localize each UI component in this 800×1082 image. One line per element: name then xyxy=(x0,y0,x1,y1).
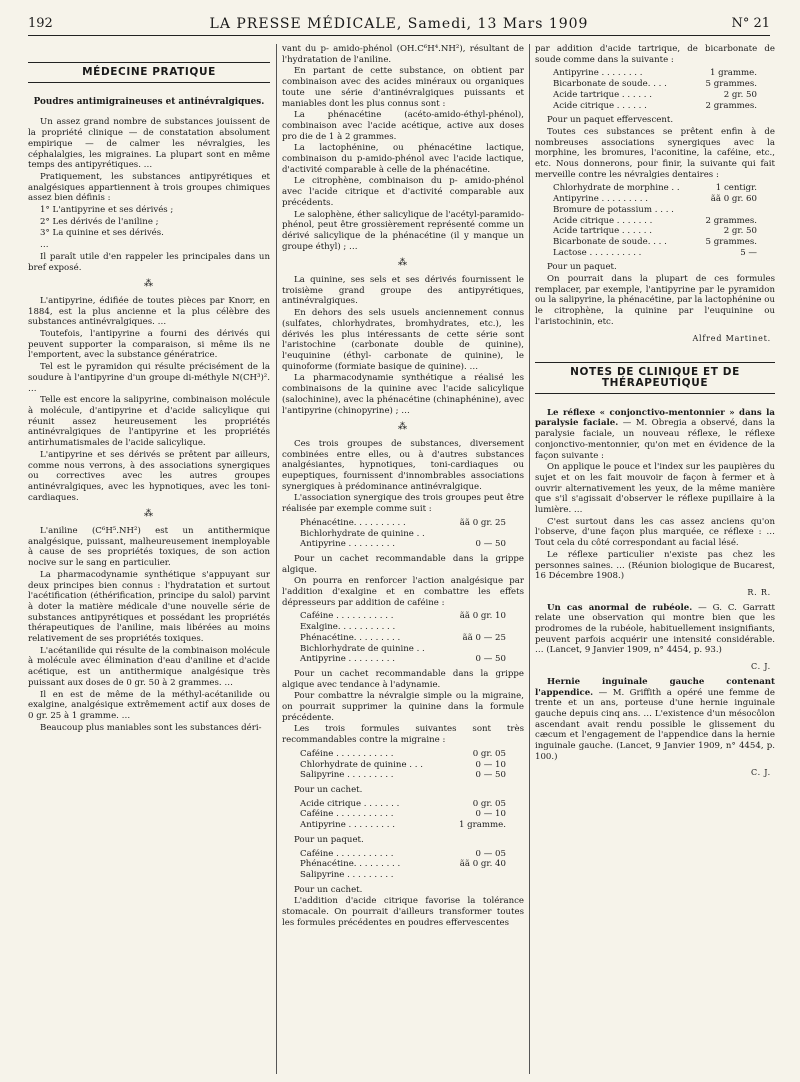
separator: ⁂ xyxy=(398,422,408,433)
paragraph: Toutes ces substances se prêtent enfin à de nombreuses associations synergiques avec la morphine, les bromures, l'aconitine, la caféine, etc., etc. Nous donnerons, pour finir, la suivante qui fait merveille contre les névralgies dentaires : xyxy=(535,126,775,180)
paragraph: Pratiquement, les substances antipyrétiques et analgésiques appartiennent à trois groupes chimiques assez bien définis : xyxy=(28,171,270,204)
prescription-line: Antipyrine . . . . . . . . . 0 — 50 xyxy=(300,539,506,550)
prescription-line: Chlorhydrate de quinine . . . 0 — 10 xyxy=(300,759,506,770)
prescription-line: Lactose . . . . . . . . . . 5 — xyxy=(553,247,757,258)
prescription-line: Acide citrique . . . . . . . 2 grammes. xyxy=(553,215,757,226)
paragraph: L'antipyrine et ses dérivés se prêtent par ailleurs, comme nous verrons, à des associations synergiques ou correctives avec les autres groupes antinévralgiques, avec les hypnotiques, avec les toni-cardiaques. xyxy=(28,449,270,503)
prescription-line: Caféine . . . . . . . . . . . ãã 0 gr. 10 xyxy=(300,611,506,622)
paragraph: La phénacétine (acéto-amido-éthyl-phénol), combinaison avec l'acide acétique, active aux doses pro die de 1 à 2 grammes. xyxy=(282,110,524,142)
paragraph: Le salophène, éther salicylique de l'acétyl-paramido-phénol, peut être grossièrement représenté comme un dérivé salicylique de la phénacétine (il y manque un groupe éthyl) ; … xyxy=(282,209,524,252)
prescription-5 xyxy=(300,849,524,881)
note-title: Hernie inguinale gauche contenant l'appendice. xyxy=(535,676,775,698)
paragraph: L'addition d'acide citrique favorise la tolérance stomacale. On pourrait d'ailleurs transformer toutes les formules précédentes en poudres effervescentes xyxy=(282,896,524,928)
paragraph: Beaucoup plus maniables sont les substances déri- xyxy=(40,722,262,733)
prescription-line: Antipyrine . . . . . . . . . 1 gramme. xyxy=(300,820,506,831)
column-rule xyxy=(529,44,530,1074)
prescription-line: Phénacétine. . . . . . . . . ãã 0 gr. 40 xyxy=(300,859,506,870)
prescription-line: Bicarbonate de soude. . . . 5 grammes. xyxy=(553,236,757,247)
separator: ⁂ xyxy=(144,509,154,520)
paragraph: Tel est le pyramidon qui résulte précisément de la soudure à l'antipyrine d'un groupe di-méthyle N(CH³)². … xyxy=(28,362,270,394)
prescription-line: Caféine . . . . . . . . . . . 0 — 10 xyxy=(300,809,506,820)
prescription-line: Antipyrine . . . . . . . . . ãã 0 gr. 60 xyxy=(553,194,757,205)
prescription-line: Caféine . . . . . . . . . . . 0 gr. 05 xyxy=(300,748,506,759)
prescription-2 xyxy=(300,611,524,665)
prescription-1 xyxy=(300,518,524,550)
paragraph: … xyxy=(40,240,49,251)
issue-number: N° 21 xyxy=(731,16,770,31)
prescription-line: Bichlorhydrate de quinine . . xyxy=(300,528,425,539)
paragraph: Ces trois groupes de substances, diversement combinées entre elles, ou à d'autres substances analgésiantes, hypnotiques, toni-cardiaques ou eupeptiques, fournissent d'innombrables associations synergiques à prédominance antinévralgique. xyxy=(282,438,524,492)
prescription-line: Chlorhydrate de morphine . . 1 centigr. xyxy=(553,183,757,194)
page-number: 192 xyxy=(28,16,53,31)
column-3 xyxy=(535,44,775,1074)
prescription-line: Antipyrine . . . . . . . . . 0 — 50 xyxy=(300,654,506,665)
prescription-line: Acide citrique . . . . . . . 0 gr. 05 xyxy=(300,798,506,809)
section-title: MÉDECINE PRATIQUE xyxy=(28,62,270,83)
paragraph: Toutefois, l'antipyrine a fourni des dérivés qui peuvent supporter la comparaison, si même ils ne l'emportent, avec la substance génératrice. xyxy=(28,329,270,361)
paragraph: L'aniline (C⁶H⁵.NH²) est un antithermique analgésique, puissant, malheureusement inemployable à cause de ses propriétés toxiques, de son action nocive sur le sang en particulier. xyxy=(28,526,270,569)
prescription-4 xyxy=(300,799,524,831)
paragraph: Telle est encore la salipyrine, combinaison molécule à molécule, d'antipyrine et d'acide salicylique qui réunit assez heureusement les propriétés antinévralgiques de l'antipyrine et les propriétés antirhumatismales de l'acide salicylique. xyxy=(28,395,270,449)
paragraph: Pour un paquet effervescent. xyxy=(547,115,674,126)
note-title: Le réflexe « conjonctivo-mentonnier » dans la paralysie faciale. xyxy=(535,407,775,429)
paragraph: Il paraît utile d'en rappeler les principales dans un bref exposé. xyxy=(28,251,270,273)
paragraph: On pourrait dans la plupart de ces formules remplacer, par exemple, l'antipyrine par le pyramidon ou la salipyrine, la phénacétine, par la lactophénine ou le citrophène, la quinine par l'euquinine ou l'aristochinin, etc. xyxy=(535,274,775,327)
paragraph: 2° Les dérivés de l'aniline ; xyxy=(40,216,159,227)
section-title: NOTES DE CLINIQUE ET DE THÉRAPEUTIQUE xyxy=(535,362,775,393)
page-header xyxy=(28,14,770,36)
author-signature: R. R. xyxy=(747,587,771,597)
paragraph: Pour un paquet. xyxy=(294,834,364,845)
author-signature: Alfred Martinet. xyxy=(692,333,771,343)
author-signature: C. J. xyxy=(750,768,771,778)
paragraph: On applique le pouce et l'index sur les paupières du sujet et on les fait mouvoir de façon à fermer et à ouvrir alternativement les yeux, de la même manière que s'il s'agissait d'observer le réflexe pupillaire à la lumière. … xyxy=(535,462,775,516)
prescription-line: Salipyrine . . . . . . . . . xyxy=(300,869,394,880)
paragraph: On pourra en renforcer l'action analgésique par l'addition d'exalgine et en combattre les effets dépresseurs par addition de caféine : xyxy=(282,576,524,608)
prescription-line: Caféine . . . . . . . . . . . 0 — 05 xyxy=(300,848,506,859)
paragraph: Le citrophène, combinaison du p- amido-phénol avec l'acide citrique et d'activité comparable aux précédents. xyxy=(282,176,524,208)
paragraph: Pour un cachet recommandable dans la grippe algique. xyxy=(282,553,524,575)
prescription-7 xyxy=(553,183,775,258)
prescription-line: Acide citrique . . . . . . 2 grammes. xyxy=(553,100,757,111)
prescription-3 xyxy=(300,749,524,781)
paragraph: L'association synergique des trois groupes peut être réalisée par exemple comme suit : xyxy=(282,493,524,515)
paragraph: Les trois formules suivantes sont très recommandables contre la migraine : xyxy=(282,724,524,746)
journal-title: LA PRESSE MÉDICALE, Samedi, 13 Mars 1909 xyxy=(209,16,589,32)
paragraph: Pour un cachet recommandable dans la grippe algique avec tendance à l'adynamie. xyxy=(282,668,524,690)
paragraph: 1° L'antipyrine et ses dérivés ; xyxy=(40,205,174,216)
prescription-line: Phénacétine. . . . . . . . . ãã 0 — 25 xyxy=(300,632,506,643)
prescription-line: Bromure de potassium . . . . xyxy=(553,204,674,215)
column-1 xyxy=(28,44,270,1074)
paragraph: Un assez grand nombre de substances jouissent de la propriété clinique — de constatation absolument empirique — de calmer les névralgies, les céphalalgies, les migraines. La plupart sont en même temps des antipyrétiques. … xyxy=(28,117,270,171)
paragraph: Pour un cachet. xyxy=(294,785,363,795)
paragraph: 3° La quinine et ses dérivés. xyxy=(40,228,164,239)
prescription-line: Salipyrine . . . . . . . . . 0 — 50 xyxy=(300,770,506,781)
prescription-line: Acide tartrique . . . . . . 2 gr. 50 xyxy=(553,89,757,100)
prescription-line: Bicarbonate de soude. . . . 5 grammes. xyxy=(553,79,757,90)
paragraph: La pharmacodynamie synthétique s'appuyant sur deux principes bien connus : l'hydratation et surtout l'acétification (éthérification, principe du salol) parvint à doter la matière médicale d'une nouvelle série de substances antipyrétiques et possédant les propriétés thérapeutiques de l'aniline, mais libérées au moins relativement de ses propriétés toxiques. xyxy=(28,569,270,645)
paragraph: Il en est de même de la méthyl-acétanilide ou exalgine, analgésique extrêmement actif aux doses de 0 gr. 25 à 1 gramme. … xyxy=(28,689,270,721)
separator: ⁂ xyxy=(398,258,408,269)
note-title: Un cas anormal de rubéole. xyxy=(547,602,693,613)
paragraph: — M. Obregia a observé, dans la paralysie faciale, un nouveau réflexe, le réflexe conjonctivo-mentonnier, qu'on met en évidence de la façon suivante : xyxy=(535,418,775,461)
paragraph: — M. Griffith a opéré une femme de trente et un ans, porteuse d'une hernie inguinale gauche depuis cinq ans. … L'existence d'un mésocôlon ascendant avait rendu possible le glissement du cæcum et l'engagement de l'appendice dans la hernie inguinale gauche. (Lancet, 9 Janvier 1909, n° 4454, p. 100.) xyxy=(535,687,775,762)
separator: ⁂ xyxy=(144,279,154,290)
paragraph: La lactophénine, ou phénacétine lactique, combinaison du p-amido-phénol avec l'acide lactique, d'activité comparable à celle de la phénacétine. xyxy=(282,143,524,175)
paragraph: En partant de cette substance, on obtient par combinaison avec des acides minéraux ou organiques toute une série d'antinévralgiques puissants et maniables dont les plus connus sont : xyxy=(282,66,524,109)
column-rule xyxy=(276,44,277,1074)
article-title: Poudres antimigraineuses et antinévralgiques. xyxy=(33,96,265,107)
prescription-line: Exalgine. . . . . . . . . . . xyxy=(300,622,396,633)
paragraph: Pour un paquet. xyxy=(547,262,617,273)
paragraph: La quinine, ses sels et ses dérivés fournissent le troisième grand groupe des antipyrétiques, antinévralgiques. xyxy=(282,275,524,307)
author-signature: C. J. xyxy=(750,662,771,672)
paragraph: Pour un cachet. xyxy=(294,884,363,895)
paragraph: C'est surtout dans les cas assez anciens qu'on l'observe, d'une façon plus marquée, ce réflexe : … Tout cela du côté correspondant au facial lésé. xyxy=(535,516,775,549)
prescription-6 xyxy=(553,68,775,111)
paragraph: par addition d'acide tartrique, de bicarbonate de soude comme dans la suivante : xyxy=(535,44,775,65)
prescription-line: Phénacétine. . . . . . . . . . ãã 0 gr. 25 xyxy=(300,517,506,528)
prescription-line: Antipyrine . . . . . . . . 1 gramme. xyxy=(553,68,757,79)
column-2 xyxy=(282,44,524,1074)
paragraph: Pour combattre la névralgie simple ou la migraine, on pourrait supprimer la quinine dans la formule précédente. xyxy=(282,691,524,723)
paragraph: La pharmacodynamie synthétique a réalisé les combinaisons de la quinine avec l'acide salicylique (salochinine), avec la phénacétine (chinaphénine), avec l'antipyrine (chinopyrine) ; … xyxy=(282,373,524,416)
paragraph: vant du p- amido-phénol (OH.C⁶H⁴.NH²), résultant de l'hydratation de l'aniline. xyxy=(282,44,524,65)
prescription-line: Bichlorhydrate de quinine . . xyxy=(300,643,425,654)
prescription-line: Acide tartrique . . . . . . 2 gr. 50 xyxy=(553,226,757,237)
paragraph: L'antipyrine, édifiée de toutes pièces par Knorr, en 1884, est la plus ancienne et la plus célèbre des substances antinévralgiques. … xyxy=(28,295,270,328)
paragraph: L'acétanilide qui résulte de la combinaison molécule à molécule avec élimination d'eau d'aniline et d'acide acétique, est un antithermique analgésique très puissant aux doses de 0 gr. 50 à 2 grammes. … xyxy=(28,645,270,688)
paragraph: En dehors des sels usuels anciennement connus (sulfates, chlorhydrates, bromhydrates, etc.), les dérivés les plus intéressants de cette série sont l'aristochine (carbonate double de quinine), l'euquinine (éthyl- carbonate de quinine), le quinoforme (formiate basique de quinine). … xyxy=(282,308,524,372)
paragraph: Le réflexe particulier n'existe pas chez les personnes saines. … (Réunion biologique de Bucarest, 16 Décembre 1908.) xyxy=(535,549,775,582)
paragraph: — G. C. Garratt relate une observation qui montre bien que les prodromes de la rubéole, habituellement insignifiants, peuvent parfois acquérir une intensité considérable. … (Lancet, 9 Janvier 1909, n° 4454, p. 93.) xyxy=(535,602,775,656)
